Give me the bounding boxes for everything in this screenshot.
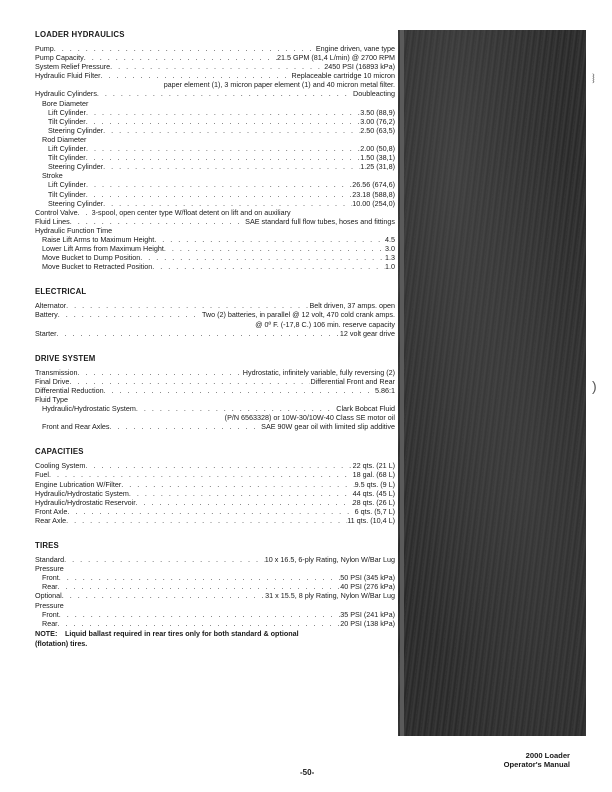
page-number: -50- <box>300 768 315 777</box>
spec-row-battery: Battery . . . Two (2) batteries, in parallel @ 12 volt, 470 cold crank amps. <box>35 310 395 319</box>
subheading-function-time: Hydraulic Function Time <box>35 225 113 235</box>
spec-continuation: paper element (1), 3 micron paper element (1) and 40 micron metal filter. <box>163 80 395 90</box>
spec-row-diff-reduction: Differential Reduction . . . 5.86:1 <box>35 386 395 395</box>
subheading-pressure: Pressure <box>35 564 64 574</box>
subheading-bore-diameter: Bore Diameter <box>42 98 89 108</box>
spec-row: Hydraulic/Hydrostatic Reservoir . . . 28 qts. (26 L) <box>35 498 395 507</box>
scan-mark: ) <box>592 378 597 394</box>
manual-title-line1: 2000 Loader <box>525 751 570 760</box>
photo-edge <box>400 30 404 736</box>
spec-row: Front Axle . . . 6 qts. (5,7 L) <box>35 507 395 516</box>
spec-row-cylinders: Hydraulic Cylinders . . . Doubleacting <box>35 89 395 98</box>
spec-row: Front . . . 35 PSI (241 kPa) <box>35 610 395 619</box>
spec-row: Rear Axle . . . 11 qts. (10,4 L) <box>35 516 395 525</box>
spec-row: Engine Lubrication W/Filter . . . 9.5 qts. (9 L) <box>35 480 395 489</box>
subheading-pressure: Pressure <box>35 600 64 610</box>
spec-row: Steering Cylinder . . . 2.50 (63,5) <box>35 126 395 135</box>
spec-content <box>35 30 395 648</box>
spec-continuation: @ 0º F. (-17,8 C.) 106 min. reserve capacity <box>255 319 395 329</box>
spec-row-optional: Optional . . . 31 x 15.5, 8 ply Rating, Nylon W/Bar Lug <box>35 591 395 600</box>
section-title-drive-system: DRIVE SYSTEM <box>35 353 96 363</box>
spec-row-axles: Front and Rear Axles . . . SAE 90W gear oil with limited slip additive <box>35 422 395 431</box>
spec-row: Fuel . . . 18 gal. (68 L) <box>35 470 395 479</box>
section-title-loader-hydraulics: LOADER HYDRAULICS <box>35 30 125 39</box>
spec-row: Tilt Cylinder . . . 1.50 (38,1) <box>35 153 395 162</box>
spec-row-pump-capacity: Pump Capacity . . . 21.5 GPM (81,4 L/min) @ 2700 RPM <box>35 53 395 62</box>
spec-row-final-drive: Final Drive . . . Differential Front and Rear <box>35 377 395 386</box>
manual-title <box>504 752 570 769</box>
spec-row: Move Bucket to Retracted Position . . . 1.0 <box>35 262 395 271</box>
note-text-continued: (flotation) tires. <box>35 638 88 648</box>
subheading-fluid-type: Fluid Type <box>35 395 69 404</box>
spec-row-fluid-lines: Fluid Lines . . . SAE standard full flow tubes, hoses and fittings <box>35 217 395 226</box>
section-title-tires: TIRES <box>35 541 59 551</box>
spec-row-alternator: Alternator . . . Belt driven, 37 amps. open <box>35 301 395 310</box>
spec-row-transmission: Transmission . . . Hydrostatic, infinitely variable, fully reversing (2) <box>35 368 395 377</box>
spec-row: Hydraulic/Hydrostatic System . . . 44 qts. (45 L) <box>35 489 395 498</box>
spec-row-relief-pressure: System Relief Pressure . . . 2450 PSI (16893 kPa) <box>35 62 395 71</box>
tires-note <box>35 629 395 638</box>
manual-title-line2: Operator's Manual <box>503 759 570 769</box>
spec-row-fluid-filter: Hydraulic Fluid Filter . . . Replaceable cartridge 10 micron <box>35 71 395 80</box>
spec-row-pump: Pump . . . Engine driven, vane type <box>35 44 395 53</box>
spec-row-hydro-system: Hydraulic/Hydrostatic System . . . Clark Bobcat Fluid <box>35 404 395 413</box>
spec-row: Lift Cylinder . . . 2.00 (50,8) <box>35 144 395 153</box>
spec-row-standard: Standard . . . 10 x 16.5, 6-ply Rating, Nylon W/Bar Lug <box>35 555 395 564</box>
spec-row: Raise Lift Arms to Maximum Height . . . 4.5 <box>35 235 395 244</box>
spec-row: Lift Cylinder . . . 3.50 (88,9) <box>35 108 395 117</box>
spec-row: Move Bucket to Dump Position . . . 1.3 <box>35 253 395 262</box>
dark-photo-panel <box>398 30 586 736</box>
spec-continuation: (P/N 6563328) or 10W-30/10W-40 Class SE motor oil <box>224 413 395 423</box>
note-text: Liquid ballast required in rear tires only for both standard & optional <box>65 628 299 638</box>
subheading-stroke: Stroke <box>42 171 63 181</box>
spec-row: Lift Cylinder . . . 26.56 (674,6) <box>35 180 395 189</box>
spec-row: Tilt Cylinder . . . 3.00 (76,2) <box>35 117 395 126</box>
spec-row: Tilt Cylinder . . . 23.18 (588,8) <box>35 190 395 199</box>
spec-row: Rear . . . 20 PSI (138 kPa) <box>35 619 395 628</box>
spec-row-control-valve: Control Valve . . . 3-spool, open center type W/float detent on lift and on auxiliary <box>35 208 395 217</box>
scan-mark: ⧘ <box>592 70 595 86</box>
section-title-electrical: ELECTRICAL <box>35 287 87 297</box>
section-title-capacities: CAPACITIES <box>35 447 84 457</box>
subheading-rod-diameter: Rod Diameter <box>42 134 87 144</box>
spec-row: Steering Cylinder . . . 10.00 (254,0) <box>35 199 395 208</box>
spec-row: Lower Lift Arms from Maximum Height . . . 3.0 <box>35 244 395 253</box>
spec-row: Rear . . . 40 PSI (276 kPa) <box>35 582 395 591</box>
spec-row-starter: Starter . . . 12 volt gear drive <box>35 329 395 338</box>
note-tag: NOTE: <box>35 628 58 638</box>
spec-row: Steering Cylinder . . . 1.25 (31,8) <box>35 162 395 171</box>
spec-row: Front . . . 50 PSI (345 kPa) <box>35 573 395 582</box>
spec-row: Cooling System . . . 22 qts. (21 L) <box>35 461 395 470</box>
